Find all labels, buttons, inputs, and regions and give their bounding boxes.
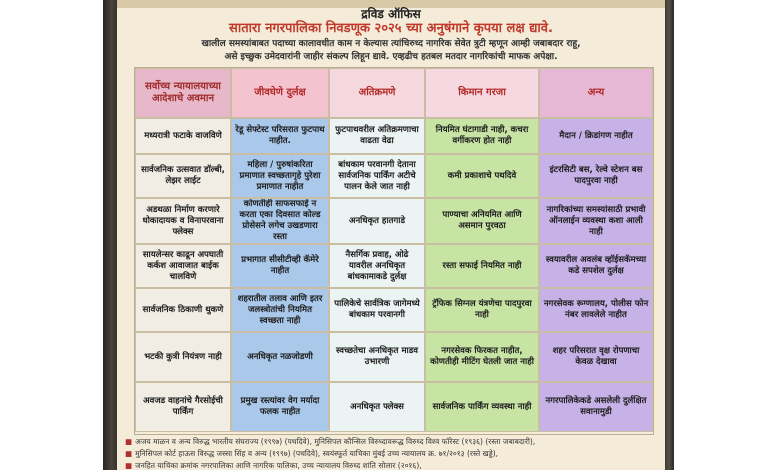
table-cell: रस्ता सफाई नियमित नाही (425, 244, 539, 288)
table-cell: महिला / पुरुषांकरिता प्रमाणात स्वच्छतागृहे पुरेशा प्रमाणात नाहीत (231, 154, 329, 198)
table-cell: सायलेन्सर काढून अपघाती कर्कश आवाजात बाईक चालविणे (135, 244, 231, 288)
table-cell: फुटपाथवरील अतिक्रमणाचा वाढता वेढा (329, 118, 425, 154)
column-header: जीवघेणे दुर्लक्ष (231, 68, 329, 118)
table-cell: मैदान / क्रिडांगण नाहीत (539, 118, 653, 154)
table-cell: अवजड वाहनांचे गैरसोईची पार्किंग (135, 382, 231, 432)
table-cell: इंटरसिटी बस, रेल्वे स्टेशन बस पादपुरवा नाही (539, 154, 653, 198)
right-pole (664, 0, 674, 470)
banner-subtitle-2: असे इच्छुक उमेदवारांनी जाहीर संकल्प लिहून द्यावे. एव्हढीच हतबल मतदार नागरिकांची माफक अपेक्षा. (224, 52, 558, 62)
footer-reference-2 (125, 449, 657, 459)
footer-reference-3 (125, 461, 657, 470)
table-cell: नैसर्गिक प्रवाह, ओढे यावरील अनधिकृत बांधकामाकडे दुर्लक्ष (329, 244, 425, 288)
footer-text: जनहित याचिका क्रमांक नगरपालिका आणि नागरिक पालिका, उच्च न्यायालय विरुध्द शांति सोलार (२०१६), (135, 461, 422, 470)
table-cell: पाण्याचा अनियमित आणि असमान पुरवठा (425, 198, 539, 244)
column-header: अतिक्रमणे (329, 68, 425, 118)
bullet-icon: ■ (125, 461, 133, 470)
table-cell: नगरसेवक रूग्णालय, पोलीस फोन नंबर लावलेले नाहीत (539, 288, 653, 332)
issues-table (134, 67, 654, 435)
bullet-icon: ■ (125, 449, 133, 458)
table-cell: सार्वजनिक उत्सवात डॉल्बी, लेझर लाईट (135, 154, 231, 198)
table-cell: शहरातील तलाव आणि इतर जलस्त्रोतांची नियमित स्वच्छता नाही (231, 288, 329, 332)
banner-subtitle-1: खालील समस्यांबाबत पदाच्या कालावधीत काम न केल्यास त्यांचिरुध्द नागरिक सेवेत त्रुटी म्हणून आम्ही जबाबदार राहू, (201, 39, 581, 49)
table-cell: बांधकाम परवानगी देताना सार्वजनिक पार्किंग अटीचे पालन केले जात नाही (329, 154, 425, 198)
table-cell: स्वच्छतेचा अनधिकृत माडव उभारणी (329, 332, 425, 382)
footer-reference-1 (125, 437, 657, 447)
table-cell: मध्यरात्री फटाके वाजविणे (135, 118, 231, 154)
column-header: किमान गरजा (425, 68, 539, 118)
table-cell: नगरपालिकेकडे असलेली दुर्लक्षित सवानामुडी (539, 382, 653, 432)
table-cell: रेडू सेफ्टेस्ट परिसरात फुटपाथ नाहीत. (231, 118, 329, 154)
table-cell: अनधिकृत नळजोडणी (231, 332, 329, 382)
table-cell: भटकी कुत्री नियंत्रण नाही (135, 332, 231, 382)
table-cell: कोणतीही साफसफाई न करता एका दिवसात कोल्ड प्रोसेसने लगेच उखडणारा रस्ता (231, 198, 329, 244)
office-name: द्रविड ऑफिस (361, 7, 421, 21)
table-cell: प्रमुख रस्त्यांवर वेग मर्यादा फलक नाहीत (231, 382, 329, 432)
table-cell: नियमित घंटागाडी नाही, कचरा वर्गीकरण होत नाही (425, 118, 539, 154)
table-cell: नागरिकांच्या समस्यांसाठी प्रभावी ऑनलाईन व्यवस्था कशा आली नाही (539, 198, 653, 244)
table-cell: अनधिकृत हातगाडे (329, 198, 425, 244)
table-cell: नगरसेवक फिरकत नाहीत, कोणतीही मीटिंग घेतली जात नाही (425, 332, 539, 382)
column-header: अन्य (539, 68, 653, 118)
table-cell: ट्रॅफिक सिग्नल यंत्रणेचा पादपुरवा नाही (425, 288, 539, 332)
table-cell: अनधिकृत फ्लेक्स (329, 382, 425, 432)
table-cell: प्रभागात सीसीटीव्ही कॅमेरे नाहीत (231, 244, 329, 288)
bullet-icon: ■ (125, 437, 133, 446)
table-cell: शहर परिसरात वृक्ष रोपणाचा केवळ देखावा (539, 332, 653, 382)
footer-text: मुनिसिपल कोर्ट हाऊस विरुद्ध जस्सा सिंह व अन्य (१९९७) (पथदिवे), स्वयंस्फूर्त याचिका मुंबई उच्च न्यायालय क्र. ७१/२०१३ (रस्ते खड्डे), (135, 449, 499, 458)
table-cell: सार्वजनिक पार्किंग व्यवस्था नाही (425, 382, 539, 432)
footer-text: अजय माळन व अन्य विरुद्ध भारतीय संघराज्य (१९९७) (पथदिवे), मुनिसिपल कौन्सिल विरुध्दावरूद्ध विरुध्द विश्व फॉरेस्ट (१९३६) (रस्ता जबाबदारी), (135, 437, 536, 446)
column-header: सर्वोच्च न्यायालयाच्या आदेशाचे अवमान (135, 68, 231, 118)
table-cell: पालिकेचे सार्वत्रिक जागेमध्ये बांधकाम परवानगी (329, 288, 425, 332)
table-cell: कमी प्रकाशाचे पथदिवे (425, 154, 539, 198)
banner-title: सातारा नगरपालिका निवडणूक २०२५ च्या अनुषंगाने कृपया लक्ष द्यावे. (229, 21, 553, 36)
table-cell: स्वयावरील अवलंब व्हॉईसकॅमच्या कडे सपशेल दुर्लक्ष (539, 244, 653, 288)
table-cell: सार्वजनिक ठिकाणी थुकणे (135, 288, 231, 332)
notice-banner (117, 0, 665, 470)
table-cell: अडथळा निर्माण करणारे धोकादायक व विनापरवाना फ्लेक्स (135, 198, 231, 244)
